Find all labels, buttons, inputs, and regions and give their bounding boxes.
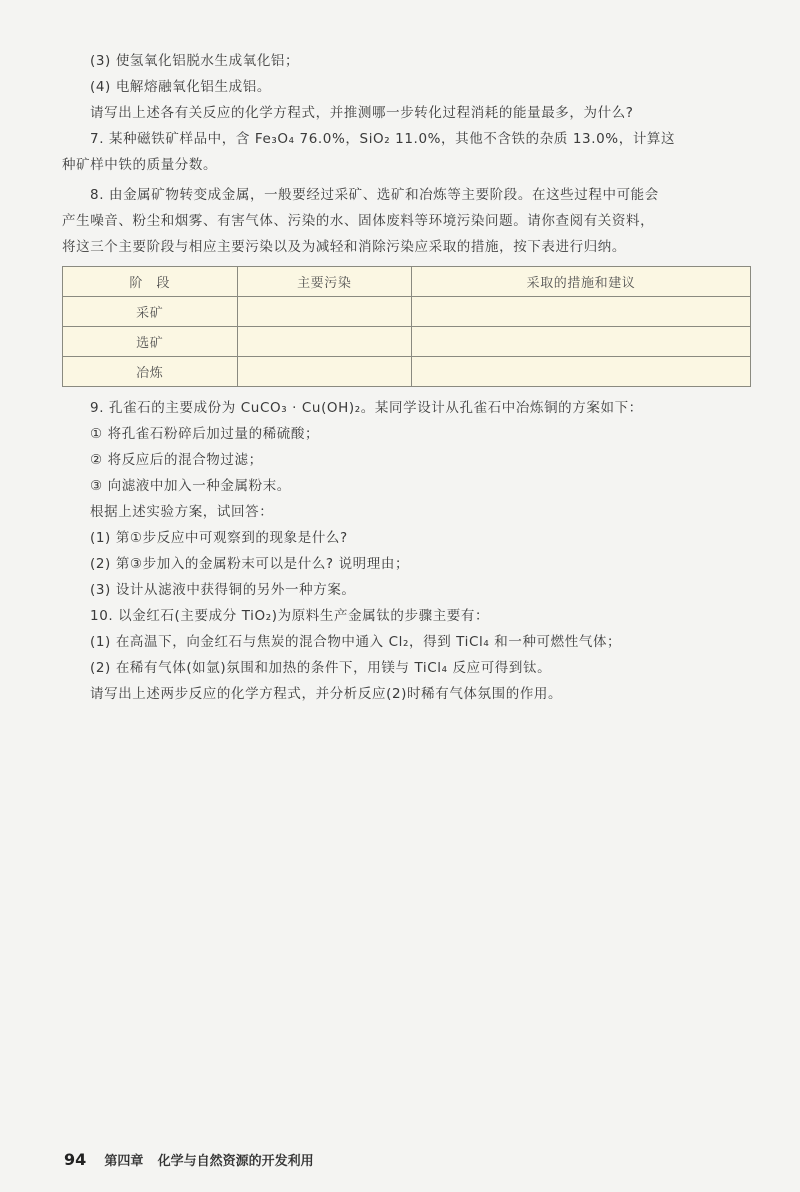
- table-cell: [237, 357, 411, 387]
- text-line: 种矿样中铁的质量分数。: [62, 157, 218, 173]
- chapter-title: 化学与自然资源的开发利用: [157, 1154, 314, 1169]
- text-line: 请写出上述各有关反应的化学方程式，并推测哪一步转化过程消耗的能量最多，为什么?: [90, 105, 634, 121]
- text-line: ① 将孔雀石粉碎后加过量的稀硫酸；: [90, 426, 320, 442]
- text-line: (3) 设计从滤液中获得铜的另外一种方案。: [90, 582, 356, 598]
- table-cell: [237, 327, 411, 357]
- text-line: 请写出上述两步反应的化学方程式，并分析反应(2)时稀有气体氛围的作用。: [90, 686, 563, 702]
- text-line: 将这三个主要阶段与相应主要污染以及为减轻和消除污染应采取的措施，按下表进行归纳。: [62, 239, 626, 255]
- table-cell: [237, 297, 411, 327]
- exercise-10-line: 10. 以金红石(主要成分 TiO₂)为原料生产金属钛的步骤主要有：: [90, 608, 490, 624]
- table-header-cell: 采取的措施和建议: [412, 267, 751, 297]
- exercise-7-line: 7. 某种磁铁矿样品中，含 Fe₃O₄ 76.0%，SiO₂ 11.0%，其他不含铁的杂质 13.0%，计算这: [90, 131, 676, 147]
- text-line: 根据上述实验方案，试回答：: [90, 504, 274, 520]
- text-line: (1) 第①步反应中可观察到的现象是什么?: [90, 530, 348, 546]
- pollution-table: [62, 266, 751, 387]
- table-row: [63, 357, 751, 387]
- chapter-label: 第四章: [104, 1154, 144, 1169]
- table-cell: 冶炼: [63, 357, 238, 387]
- text-line: 产生噪音、粉尘和烟雾、有害气体、污染的水、固体废料等环境污染问题。请你查阅有关资料，: [62, 213, 655, 229]
- page-footer: [64, 1150, 314, 1169]
- exercise-8-line: 8. 由金属矿物转变成金属，一般要经过采矿、选矿和冶炼等主要阶段。在这些过程中可能会: [90, 187, 659, 203]
- table-cell: [412, 357, 751, 387]
- text-line: (4) 电解熔融氧化铝生成铝。: [90, 79, 271, 95]
- table-row: [63, 327, 751, 357]
- text-line: (2) 第③步加入的金属粉末可以是什么? 说明理由；: [90, 556, 410, 572]
- table-row: [63, 297, 751, 327]
- page-number: 94: [64, 1150, 87, 1169]
- table-cell: [412, 327, 751, 357]
- text-line: ② 将反应后的混合物过滤；: [90, 452, 263, 468]
- table-cell: 选矿: [63, 327, 238, 357]
- table-cell: [412, 297, 751, 327]
- text-line: (3) 使氢氧化铝脱水生成氧化铝；: [90, 53, 300, 69]
- text-line: (1) 在高温下，向金红石与焦炭的混合物中通入 Cl₂，得到 TiCl₄ 和一种可燃性气体；: [90, 634, 622, 650]
- table-header-row: [63, 267, 751, 297]
- exercise-9-line: 9. 孔雀石的主要成份为 CuCO₃ · Cu(OH)₂。某同学设计从孔雀石中冶炼铜的方案如下：: [90, 400, 643, 416]
- text-line: ③ 向滤液中加入一种金属粉末。: [90, 478, 291, 494]
- table-cell: 采矿: [63, 297, 238, 327]
- table-header-cell: 阶 段: [63, 267, 238, 297]
- text-line: (2) 在稀有气体(如氩)氛围和加热的条件下，用镁与 TiCl₄ 反应可得到钛。: [90, 660, 552, 676]
- page-content: [62, 48, 752, 707]
- table-header-cell: 主要污染: [237, 267, 411, 297]
